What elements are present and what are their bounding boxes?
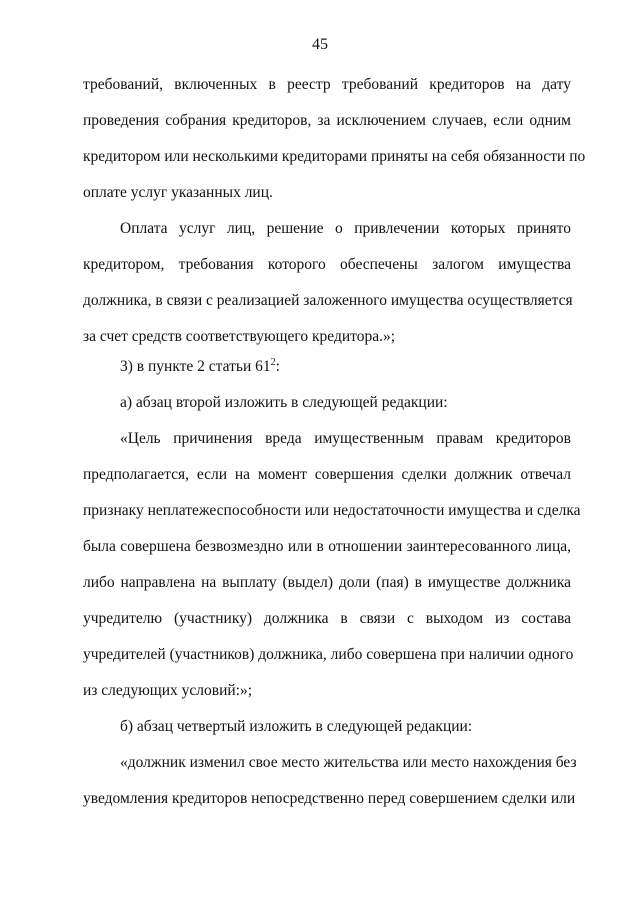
text-line-9 — [83, 357, 571, 377]
text-line-5: Оплата услуг лиц, решение о привлечении которых принято — [120, 220, 571, 237]
text-line-13: признаку неплатежеспособности или недостаточности имущества и сделка — [83, 502, 581, 519]
text-line-2: проведения собрания кредиторов, за исключением случаев, если одним — [83, 112, 571, 129]
text-line-21: уведомления кредиторов непосредственно перед совершением сделки или — [83, 790, 576, 807]
text-line-6: кредитором, требования которого обеспечены залогом имущества — [83, 256, 571, 273]
text-line-11: «Цель причинения вреда имущественным правам кредиторов — [120, 430, 571, 447]
text-line-3: кредитором или несколькими кредиторами приняты на себя обязанности по — [83, 148, 586, 165]
text-line-4: оплате услуг указанных лиц. — [83, 184, 273, 201]
text-line-19: б) абзац четвертый изложить в следующей редакции: — [120, 718, 473, 735]
text-line-8: за счет средств соответствующего кредитора.»; — [83, 328, 396, 345]
text-line-15: либо направлена на выплату (выдел) доли (пая) в имуществе должника — [83, 574, 571, 591]
text-line-17: учредителей (участников) должника, либо совершена при наличии одного — [83, 646, 574, 663]
article-superscript: 2 — [270, 356, 276, 368]
text-line-12: предполагается, если на момент совершения сделки должник отвечал — [83, 466, 571, 483]
text-line-16: учредителю (участнику) должника в связи с выходом из состава — [83, 610, 571, 627]
clause-colon: : — [275, 358, 280, 375]
text-line-20: «должник изменил свое место жительства или место нахождения без — [120, 754, 577, 771]
text-line-14: была совершена безвозмездно или в отношении заинтересованного лица, — [83, 538, 571, 555]
clause-heading: 3) в пункте 2 статьи 61 — [120, 358, 271, 375]
text-line-18: из следующих условий:»; — [83, 682, 253, 699]
text-line-1: требований, включенных в реестр требований кредиторов на дату — [83, 76, 571, 93]
text-line-7: должника, в связи с реализацией заложенного имущества осуществляется — [83, 292, 573, 309]
text-line-10: а) абзац второй изложить в следующей редакции: — [120, 394, 448, 411]
page-number: 45 — [312, 36, 328, 53]
